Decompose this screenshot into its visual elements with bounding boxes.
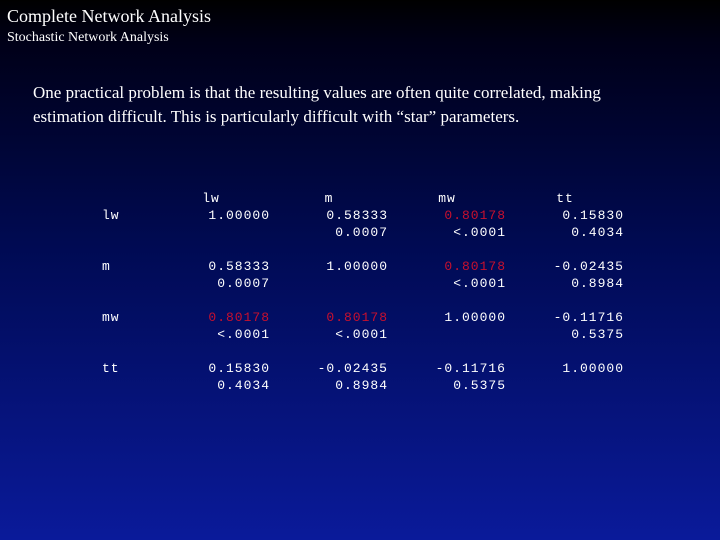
slide-title: Complete Network Analysis [7,6,211,26]
correlation-cell [388,207,506,258]
correlation-cell [506,360,624,411]
p-value: <.0001 [453,276,506,291]
table-header-row [102,190,624,207]
correlation-cell [270,360,388,411]
row-header: m [102,259,111,274]
p-value: 0.0007 [217,276,270,291]
correlation-cell [152,360,270,411]
correlation-cell [388,360,506,411]
correlation-value: -0.02435 [553,259,624,274]
correlation-table [102,190,624,411]
correlation-value: 0.80178 [208,310,270,325]
correlation-cell [506,207,624,258]
correlation-value: -0.11716 [553,310,624,325]
column-header: mw [438,191,456,206]
correlation-value: 1.00000 [326,259,388,274]
correlation-value: 0.58333 [208,259,270,274]
table-row [102,309,624,360]
p-value: 0.5375 [571,327,624,342]
correlation-cell [152,258,270,309]
p-value: <.0001 [335,327,388,342]
table-row [102,207,624,258]
correlation-value: 1.00000 [562,361,624,376]
p-value: 0.4034 [217,378,270,393]
correlation-value: 0.80178 [444,208,506,223]
body-paragraph: One practical problem is that the resulting values are often quite correlated, making estimation difficult. This is particularly difficult with “star” parameters. [33,83,601,126]
correlation-value: -0.11716 [435,361,506,376]
correlation-cell [152,207,270,258]
p-value: 0.0007 [335,225,388,240]
correlation-value: 0.80178 [444,259,506,274]
p-value: <.0001 [217,327,270,342]
table-row [102,258,624,309]
correlation-cell [152,309,270,360]
column-header: tt [556,191,574,206]
p-value: 0.4034 [571,225,624,240]
correlation-value: 0.80178 [326,310,388,325]
p-value: 0.5375 [453,378,506,393]
correlation-value: 0.15830 [208,361,270,376]
correlation-cell [270,309,388,360]
correlation-value: 0.58333 [326,208,388,223]
correlation-cell [270,207,388,258]
correlation-value: 0.15830 [562,208,624,223]
column-header: lw [202,191,220,206]
row-header: mw [102,310,120,325]
correlation-value: 1.00000 [444,310,506,325]
p-value: 0.8984 [571,276,624,291]
correlation-cell [388,258,506,309]
correlation-cell [506,309,624,360]
slide-subtitle: Stochastic Network Analysis [7,30,169,45]
correlation-cell [506,258,624,309]
row-header: tt [102,361,120,376]
corner-cell [102,190,152,207]
p-value: <.0001 [453,225,506,240]
correlation-value: 1.00000 [208,208,270,223]
correlation-table-body [102,207,624,411]
column-header: m [324,191,334,206]
row-header: lw [102,208,120,223]
table-row [102,360,624,411]
correlation-cell [270,258,388,309]
correlation-cell [388,309,506,360]
correlation-value: -0.02435 [317,361,388,376]
p-value: 0.8984 [335,378,388,393]
